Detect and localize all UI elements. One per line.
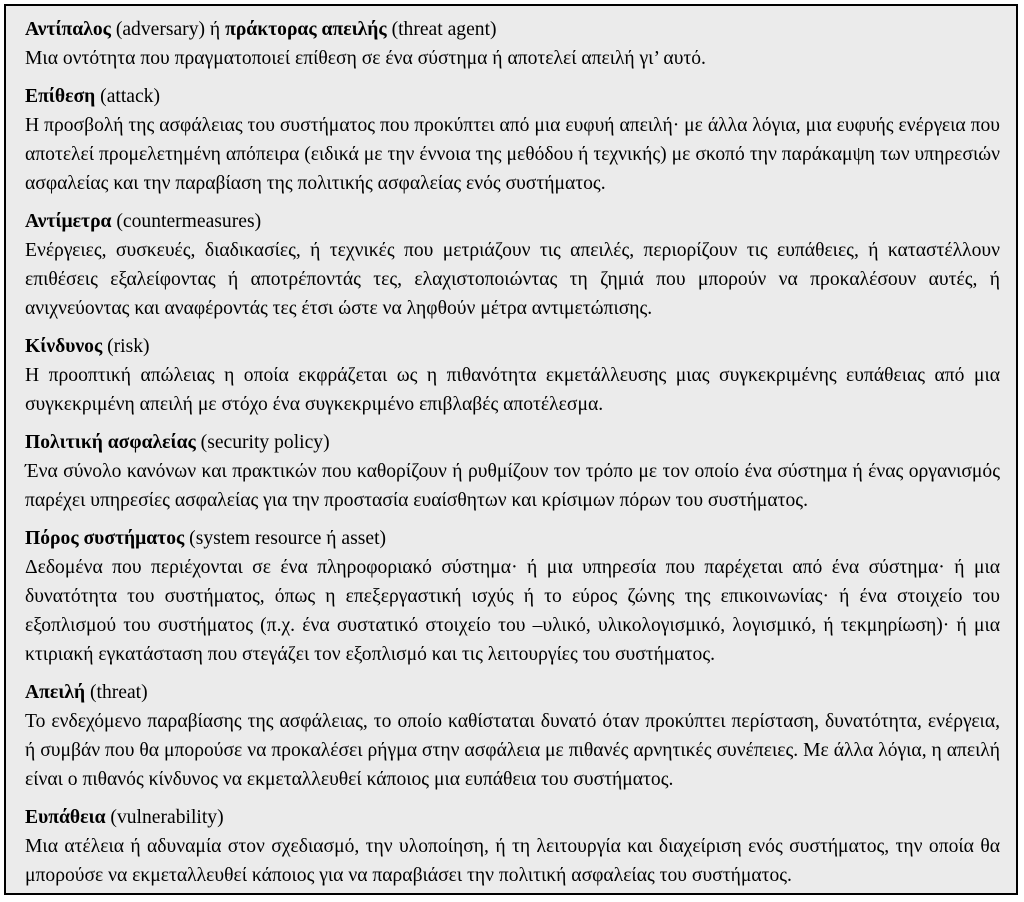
glossary-entry-system-resource	[25, 524, 1000, 669]
definition: Το ενδεχόμενο παραβίασης της ασφάλειας, το οποίο καθίσταται δυνατό όταν προκύπτει περίσταση, δυνατότητα, ενέργεια, ή συμβάν που θα μπορούσε να προκαλέσει ρήγμα στην ασφάλεια με πιθανές αρνητικές συνέπειες. Με άλλα λόγια, η απειλή είναι ο πιθανός κίνδυνος να εκμεταλλευθεί κάποιος μια ευπάθεια του συστήματος.	[25, 711, 1000, 790]
english-term: (adversary) ή	[110, 19, 226, 40]
glossary-entry-security-policy	[25, 428, 1000, 515]
english-term: (vulnerability)	[105, 807, 224, 828]
entry-heading	[25, 207, 1000, 236]
english-term: (attack)	[95, 86, 160, 107]
glossary-entry-adversary	[25, 15, 1000, 73]
glossary-entry-attack	[25, 82, 1000, 198]
term: Πόρος συστήματος	[25, 528, 185, 549]
definition: Μια ατέλεια ή αδυναμία στον σχεδιασμό, την υλοποίηση, ή τη λειτουργία και διαχείριση ενός συστήματος, την οποία θα μπορούσε να εκμεταλλευθεί κάποιος για να παραβιάσει την πολιτική ασφαλείας του συστήματος.	[25, 836, 1000, 886]
english-term-alternate: (threat agent)	[386, 19, 497, 40]
entry-heading	[25, 15, 1000, 44]
term-alternate: πράκτορας απειλής	[225, 19, 387, 40]
definition: Δεδομένα που περιέχονται σε ένα πληροφοριακό σύστημα· ή μια υπηρεσία που παρέχεται από ένα σύστημα· ή μια δυνατότητα του συστήματος, όπως η επεξεργαστική ισχύς ή το εύρος ζώνης της επικοινωνίας· ή ένα στοιχείο του εξοπλισμού του συστήματος (π.χ. ένα συστατικό στοιχείο του –υλικό, υλικολογισμικό, λογισμικό, ή τεκμηρίωση)· ή μια κτιριακή εγκατάσταση που στεγάζει τον εξοπλισμό και τις λειτουργίες του συστήματος.	[25, 557, 1000, 665]
term: Επίθεση	[25, 86, 96, 107]
term: Αντίμετρα	[25, 211, 112, 232]
english-term: (countermeasures)	[111, 211, 262, 232]
entry-heading	[25, 82, 1000, 111]
definition: Μια οντότητα που πραγματοποιεί επίθεση σε ένα σύστημα ή αποτελεί απειλή γι’ αυτό.	[25, 48, 706, 69]
glossary-box	[4, 4, 1018, 895]
entry-heading	[25, 332, 1000, 361]
term: Κίνδυνος	[25, 336, 103, 357]
definition: Ένα σύνολο κανόνων και πρακτικών που καθορίζουν ή ρυθμίζουν τον τρόπο με τον οποίο ένα σύστημα ή ένας οργανισμός παρέχει υπηρεσίες ασφαλείας για την προστασία ευαίσθητων και κρίσιμων πόρων του συστήματος.	[25, 461, 1000, 511]
term: Πολιτική ασφαλείας	[25, 432, 196, 453]
entry-heading	[25, 428, 1000, 457]
entry-heading	[25, 678, 1000, 707]
definition: Η προσβολή της ασφάλειας του συστήματος που προκύπτει από μια ευφυή απειλή· με άλλα λόγια, μια ευφυής ενέργεια που αποτελεί προμελετημένη απόπειρα (ειδικά με την έννοια της μεθόδου ή τεχνικής) με σκοπό την παράκαμψη των υπηρεσιών ασφαλείας και την παραβίαση της πολιτικής ασφαλείας ενός συστήματος.	[25, 115, 1000, 194]
glossary-entry-vulnerability	[25, 803, 1000, 890]
glossary-entry-countermeasures	[25, 207, 1000, 323]
english-term: (system resource ή asset)	[184, 528, 387, 549]
entry-heading	[25, 803, 1000, 832]
definition: Η προοπτική απώλειας η οποία εκφράζεται ως η πιθανότητα εκμετάλλευσης μιας συγκεκριμένης ευπάθειας από μια συγκεκριμένη απειλή με στόχο ένα συγκεκριμένο επιβλαβές αποτέλεσμα.	[25, 365, 1000, 415]
glossary-entry-risk	[25, 332, 1000, 419]
term: Αντίπαλος	[25, 19, 111, 40]
term: Απειλή	[25, 682, 86, 703]
entry-heading	[25, 524, 1000, 553]
term: Ευπάθεια	[25, 807, 106, 828]
glossary-entry-threat	[25, 678, 1000, 794]
definition: Ενέργειες, συσκευές, διαδικασίες, ή τεχνικές που μετριάζουν τις απειλές, περιορίζουν τις ευπάθειες, ή καταστέλλουν επιθέσεις εξαλείφοντας ή αποτρέποντάς τες, ελαχιστοποιώντας τη ζημιά που μπορούν να προκαλέσουν αυτές, ή ανιχνεύοντας και αναφέροντάς τες έτσι ώστε να ληφθούν μέτρα αντιμετώπισης.	[25, 240, 1000, 319]
english-term: (security policy)	[195, 432, 330, 453]
english-term: (threat)	[85, 682, 148, 703]
english-term: (risk)	[102, 336, 150, 357]
